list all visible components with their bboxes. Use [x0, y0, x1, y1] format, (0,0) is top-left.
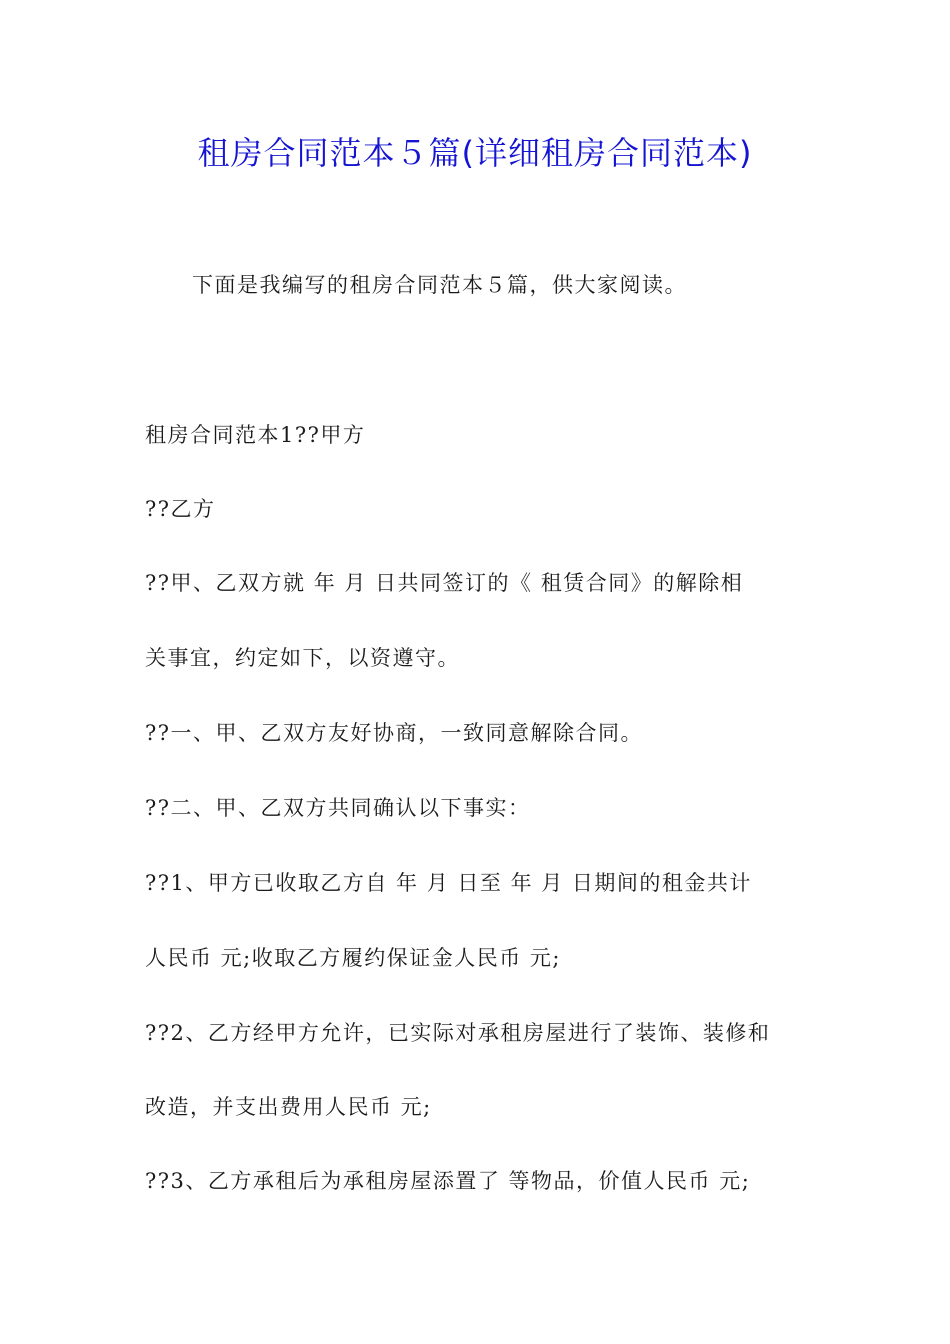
item-two: ??2、乙方经甲方允许，已实际对承租房屋进行了装饰、装修和 [145, 1021, 771, 1045]
contract-heading-party-a: 租房合同范本1??甲方 [145, 423, 366, 447]
clause-two: ??二、甲、乙双方共同确认以下事实： [145, 796, 531, 820]
item-one-continued: 人民币 元;收取乙方履约保证金人民币 元; [145, 946, 561, 970]
item-one: ??1、甲方已收取乙方自 年 月 日至 年 月 日期间的租金共计 [145, 871, 752, 895]
item-three: ??3、乙方承租后为承租房屋添置了 等物品，价值人民币 元; [145, 1169, 751, 1193]
body-line: ??甲、乙双方就 年 月 日共同签订的《 租赁合同》的解除相 [145, 571, 744, 595]
item-two-continued: 改造，并支出费用人民币 元; [145, 1095, 432, 1119]
document-title: 租房合同范本５篇(详细租房合同范本) [197, 134, 753, 172]
clause-one: ??一、甲、乙双方友好协商，一致同意解除合同。 [145, 721, 644, 745]
party-b-line: ??乙方 [145, 497, 216, 521]
intro-paragraph: 下面是我编写的租房合同范本５篇，供大家阅读。 [192, 273, 687, 297]
body-line: 关事宜，约定如下，以资遵守。 [145, 646, 460, 670]
